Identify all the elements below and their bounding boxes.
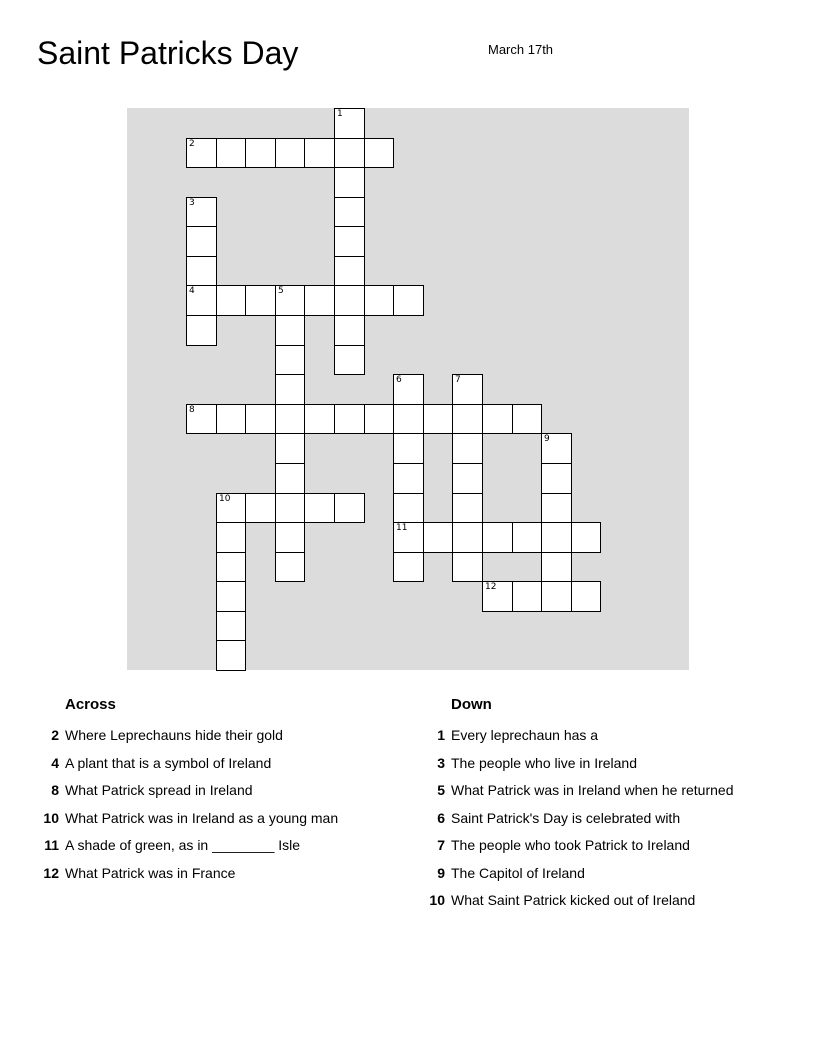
clue-number: 10 — [219, 494, 231, 504]
crossword-cell[interactable] — [275, 493, 305, 523]
crossword-cell[interactable] — [304, 493, 335, 523]
crossword-cell[interactable] — [393, 552, 424, 582]
crossword-cell[interactable] — [216, 404, 246, 434]
crossword-cell[interactable] — [186, 315, 217, 346]
clue-text: What Saint Patrick kicked out of Ireland — [451, 892, 696, 908]
clue-text: Saint Patrick's Day is celebrated with — [451, 809, 681, 826]
crossword-cell[interactable] — [452, 404, 483, 434]
crossword-cell[interactable] — [541, 433, 572, 464]
crossword-cell[interactable] — [393, 285, 424, 316]
crossword-cell[interactable] — [334, 315, 365, 346]
crossword-cell[interactable] — [334, 138, 365, 168]
crossword-cell[interactable] — [334, 256, 365, 286]
clue-number: 8 — [189, 405, 195, 415]
crossword-cell[interactable] — [482, 581, 513, 612]
crossword-cell[interactable] — [334, 167, 365, 198]
clue-text: What Patrick spread in Ireland — [65, 782, 253, 798]
crossword-cell[interactable] — [541, 463, 572, 494]
crossword-cell[interactable] — [216, 552, 246, 582]
crossword-cell[interactable] — [186, 226, 217, 257]
crossword-cell[interactable] — [245, 138, 276, 168]
crossword-cell[interactable] — [275, 315, 305, 346]
clue-number: 8 — [51, 782, 59, 798]
clue-number: 3 — [437, 754, 445, 771]
crossword-cell[interactable] — [571, 522, 601, 553]
crossword-cell[interactable] — [512, 404, 542, 434]
crossword-cell[interactable] — [275, 552, 305, 582]
crossword-cell[interactable] — [186, 285, 217, 316]
crossword-cell[interactable] — [334, 404, 365, 434]
crossword-cell[interactable] — [482, 522, 513, 553]
clue-number: 6 — [437, 809, 445, 826]
clue-text: The people who took Patrick to Ireland — [451, 837, 690, 853]
crossword-cell[interactable] — [216, 640, 246, 671]
crossword-cell[interactable] — [541, 493, 572, 523]
clue-text: The Capitol of Ireland — [451, 864, 585, 881]
clue-number: 5 — [278, 286, 284, 296]
crossword-cell[interactable] — [275, 463, 305, 494]
crossword-cell[interactable] — [541, 581, 572, 612]
crossword-cell[interactable] — [364, 285, 394, 316]
crossword-cell[interactable] — [186, 197, 217, 227]
crossword-cell[interactable] — [334, 226, 365, 257]
crossword-cell[interactable] — [334, 345, 365, 375]
crossword-cell[interactable] — [393, 374, 424, 405]
crossword-cell[interactable] — [512, 581, 542, 612]
crossword-cell[interactable] — [304, 404, 335, 434]
puzzle-date: March 17th — [488, 42, 554, 57]
clue-number: 11 — [396, 523, 408, 533]
crossword-cell[interactable] — [541, 552, 572, 582]
clue-text: The people who live in Ireland — [451, 754, 638, 771]
crossword-cell[interactable] — [393, 433, 424, 464]
crossword-cell[interactable] — [541, 522, 572, 553]
crossword-cell[interactable] — [275, 404, 305, 434]
crossword-cell[interactable] — [216, 581, 246, 612]
clue-number: 3 — [189, 198, 195, 208]
clue-text: Where Leprechauns hide their gold — [65, 727, 283, 743]
crossword-cell[interactable] — [275, 433, 305, 464]
crossword-cell[interactable] — [216, 493, 246, 523]
crossword-cell[interactable] — [334, 285, 365, 316]
crossword-cell[interactable] — [216, 611, 246, 641]
clue-text: What Patrick was in France — [65, 864, 236, 881]
crossword-cell[interactable] — [364, 404, 394, 434]
crossword-cell[interactable] — [452, 552, 483, 582]
crossword-cell[interactable] — [364, 138, 394, 168]
clue-number: 1 — [337, 109, 343, 119]
clue-text: Every leprechaun has a — [451, 727, 599, 743]
crossword-cell[interactable] — [393, 404, 424, 434]
crossword-cell[interactable] — [423, 522, 453, 553]
clue-text: A shade of green, as in ________ Isle — [65, 837, 301, 853]
clue-number: 10 — [43, 809, 59, 826]
crossword-cell[interactable] — [452, 493, 483, 523]
crossword-cell[interactable] — [186, 404, 217, 434]
crossword-cell[interactable] — [186, 256, 217, 286]
clue-number: 2 — [189, 139, 195, 149]
crossword-cell[interactable] — [393, 493, 424, 523]
clue-number: 6 — [396, 375, 402, 385]
across-heading: Across — [65, 696, 116, 713]
crossword-cell[interactable] — [512, 522, 542, 553]
crossword-cell[interactable] — [275, 138, 305, 168]
clue-number: 9 — [437, 864, 445, 881]
clue-number: 12 — [43, 864, 59, 881]
crossword-cell[interactable] — [571, 581, 601, 612]
crossword-cell[interactable] — [245, 404, 276, 434]
crossword-cell[interactable] — [275, 374, 305, 405]
clue-number: 7 — [437, 837, 445, 853]
crossword-cell[interactable] — [452, 433, 483, 464]
crossword-cell[interactable] — [275, 522, 305, 553]
crossword-cell[interactable] — [452, 374, 483, 405]
puzzle-title: Saint Patricks Day — [37, 35, 299, 71]
crossword-cell[interactable] — [482, 404, 513, 434]
clue-number: 1 — [437, 727, 445, 743]
crossword-cell[interactable] — [452, 463, 483, 494]
clue-number: 7 — [455, 375, 461, 385]
clue-number: 11 — [44, 837, 59, 853]
clue-number: 4 — [189, 286, 195, 296]
clue-text: What Patrick was in Ireland as a young man — [65, 809, 339, 826]
clue-number: 12 — [485, 582, 497, 592]
crossword-cell[interactable] — [452, 522, 483, 553]
crossword-cell[interactable] — [275, 285, 305, 316]
clue-number: 5 — [437, 782, 445, 798]
crossword-cell[interactable] — [186, 138, 217, 168]
crossword-cell[interactable] — [216, 138, 246, 168]
crossword-grid — [127, 108, 689, 670]
crossword-cell[interactable] — [304, 138, 335, 168]
crossword-cell[interactable] — [423, 404, 453, 434]
crossword-cell[interactable] — [216, 522, 246, 553]
crossword-cell[interactable] — [334, 197, 365, 227]
crossword-cell[interactable] — [334, 493, 365, 523]
crossword-cell[interactable] — [245, 493, 276, 523]
crossword-cell[interactable] — [334, 108, 365, 139]
crossword-cell[interactable] — [245, 285, 276, 316]
clue-number: 4 — [51, 754, 59, 771]
crossword-cell[interactable] — [393, 463, 424, 494]
clue-text: A plant that is a symbol of Ireland — [65, 754, 272, 771]
clue-text: What Patrick was in Ireland when he returned — [451, 782, 734, 798]
crossword-cell[interactable] — [304, 285, 335, 316]
crossword-cell[interactable] — [216, 285, 246, 316]
clue-number: 10 — [429, 892, 445, 908]
clue-number: 9 — [544, 434, 550, 444]
clue-number: 2 — [51, 727, 59, 743]
crossword-cell[interactable] — [393, 522, 424, 553]
crossword-cell[interactable] — [275, 345, 305, 375]
down-heading: Down — [451, 696, 492, 713]
